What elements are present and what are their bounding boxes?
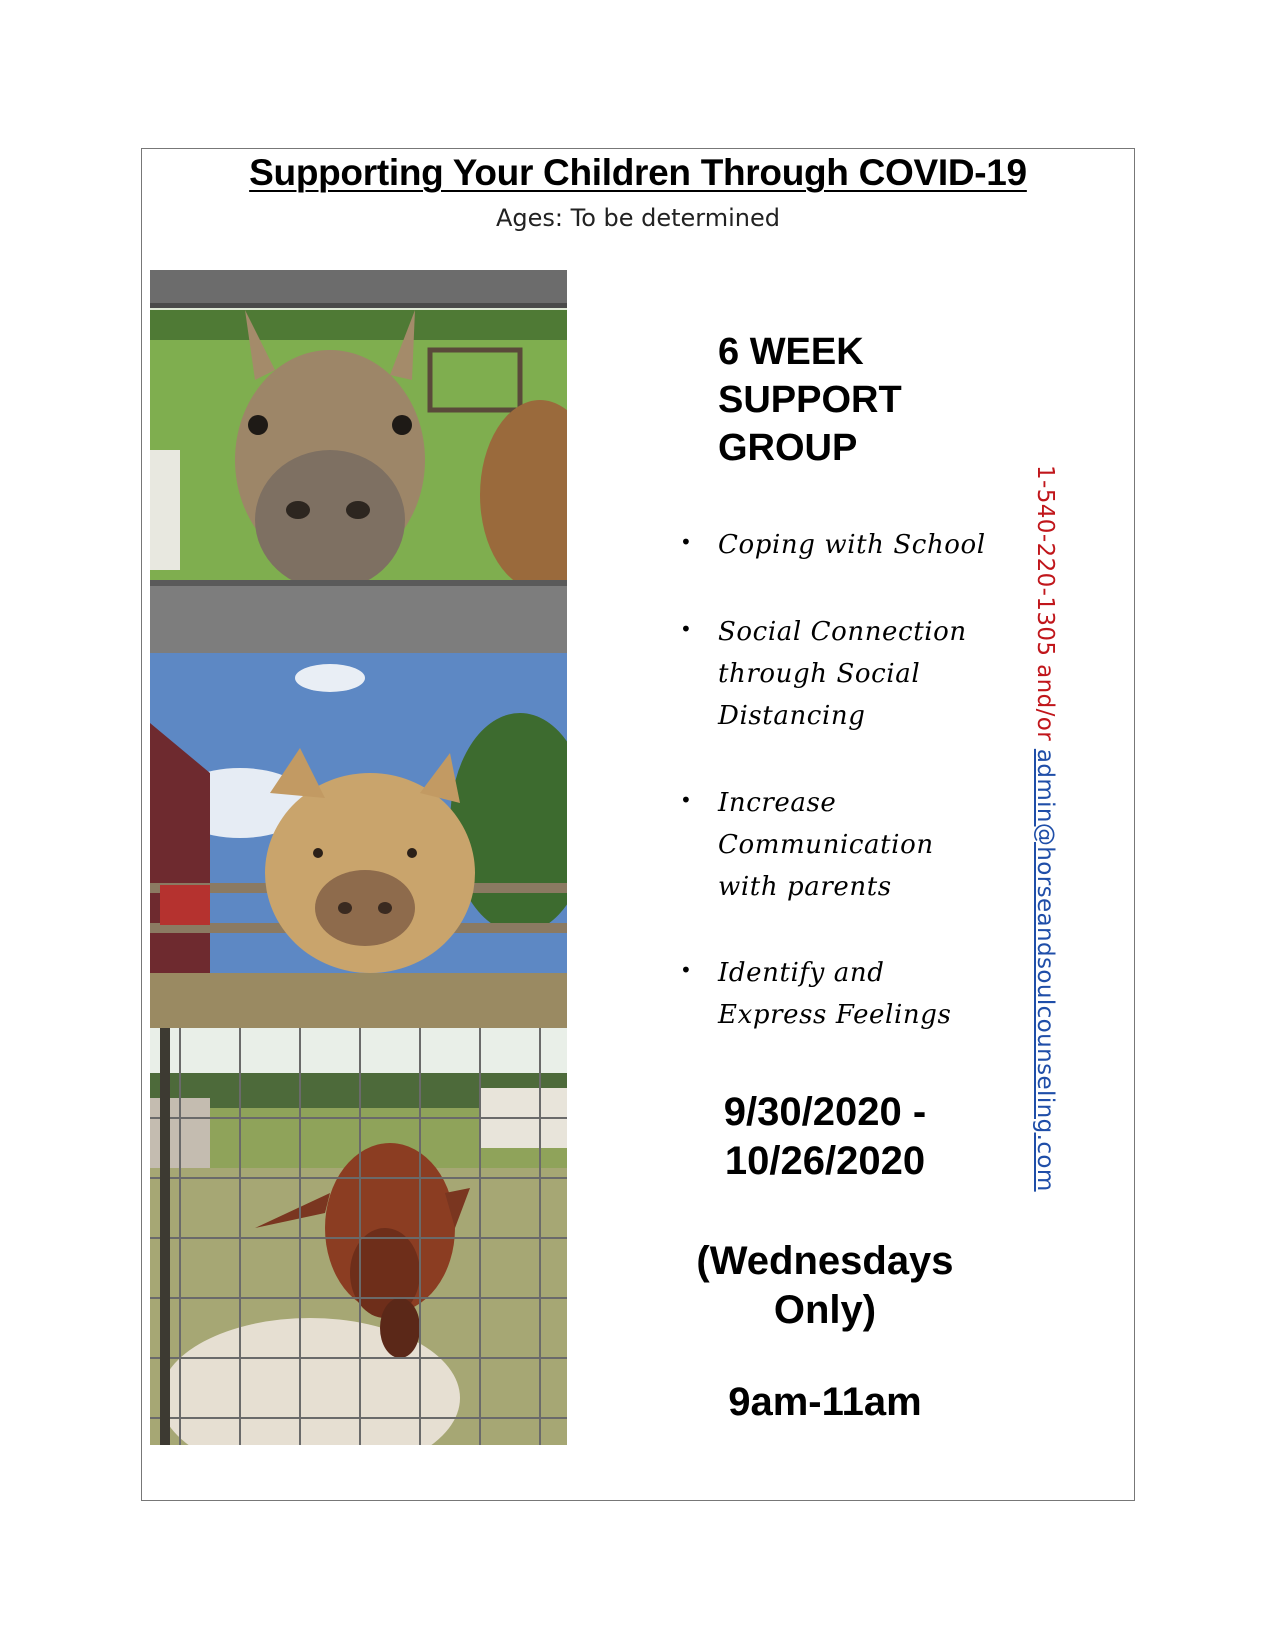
topic-line: Increase xyxy=(718,788,837,818)
bullet-icon: • xyxy=(680,958,692,982)
goat-photo xyxy=(150,1028,567,1445)
date-end: 10/26/2020 xyxy=(724,1139,926,1183)
flyer-title: Supporting Your Children Through COVID-19 xyxy=(249,152,1027,193)
days-line-2: Only) xyxy=(773,1288,877,1332)
heading-line-2: SUPPORT xyxy=(718,379,902,421)
topic-line: Coping with School xyxy=(718,530,986,560)
topic-line: Express Feelings xyxy=(718,1000,952,1030)
topic-line: with parents xyxy=(718,872,892,902)
heading-line-1: 6 WEEK xyxy=(718,331,864,373)
bullet-icon: • xyxy=(680,788,692,812)
pig-photo xyxy=(150,653,567,1028)
date-range xyxy=(660,1088,990,1186)
heading-line-3: GROUP xyxy=(718,427,858,469)
topic-line: Distancing xyxy=(718,701,866,731)
donkey-photo xyxy=(150,270,567,653)
meeting-time: 9am-11am xyxy=(728,1380,922,1424)
ages-line: Ages: To be determined xyxy=(495,204,781,232)
email-link[interactable]: admin@horseandsoulcounseling.com xyxy=(1032,748,1058,1192)
topic-line: Identify and xyxy=(718,958,885,988)
date-start: 9/30/2020 - xyxy=(723,1090,927,1134)
phone-number[interactable]: 1-540-220-1305 and/or xyxy=(1032,465,1058,742)
contact-info xyxy=(1032,465,1058,1192)
topic-line: Social Connection xyxy=(718,617,967,647)
bullet-icon: • xyxy=(680,617,692,641)
topic-line: Communication xyxy=(718,830,934,860)
days-line-1: (Wednesdays xyxy=(696,1239,954,1283)
program-heading xyxy=(718,328,902,472)
meeting-days xyxy=(660,1237,990,1335)
topic-line: through Social xyxy=(718,659,921,689)
bullet-icon: • xyxy=(680,530,692,554)
